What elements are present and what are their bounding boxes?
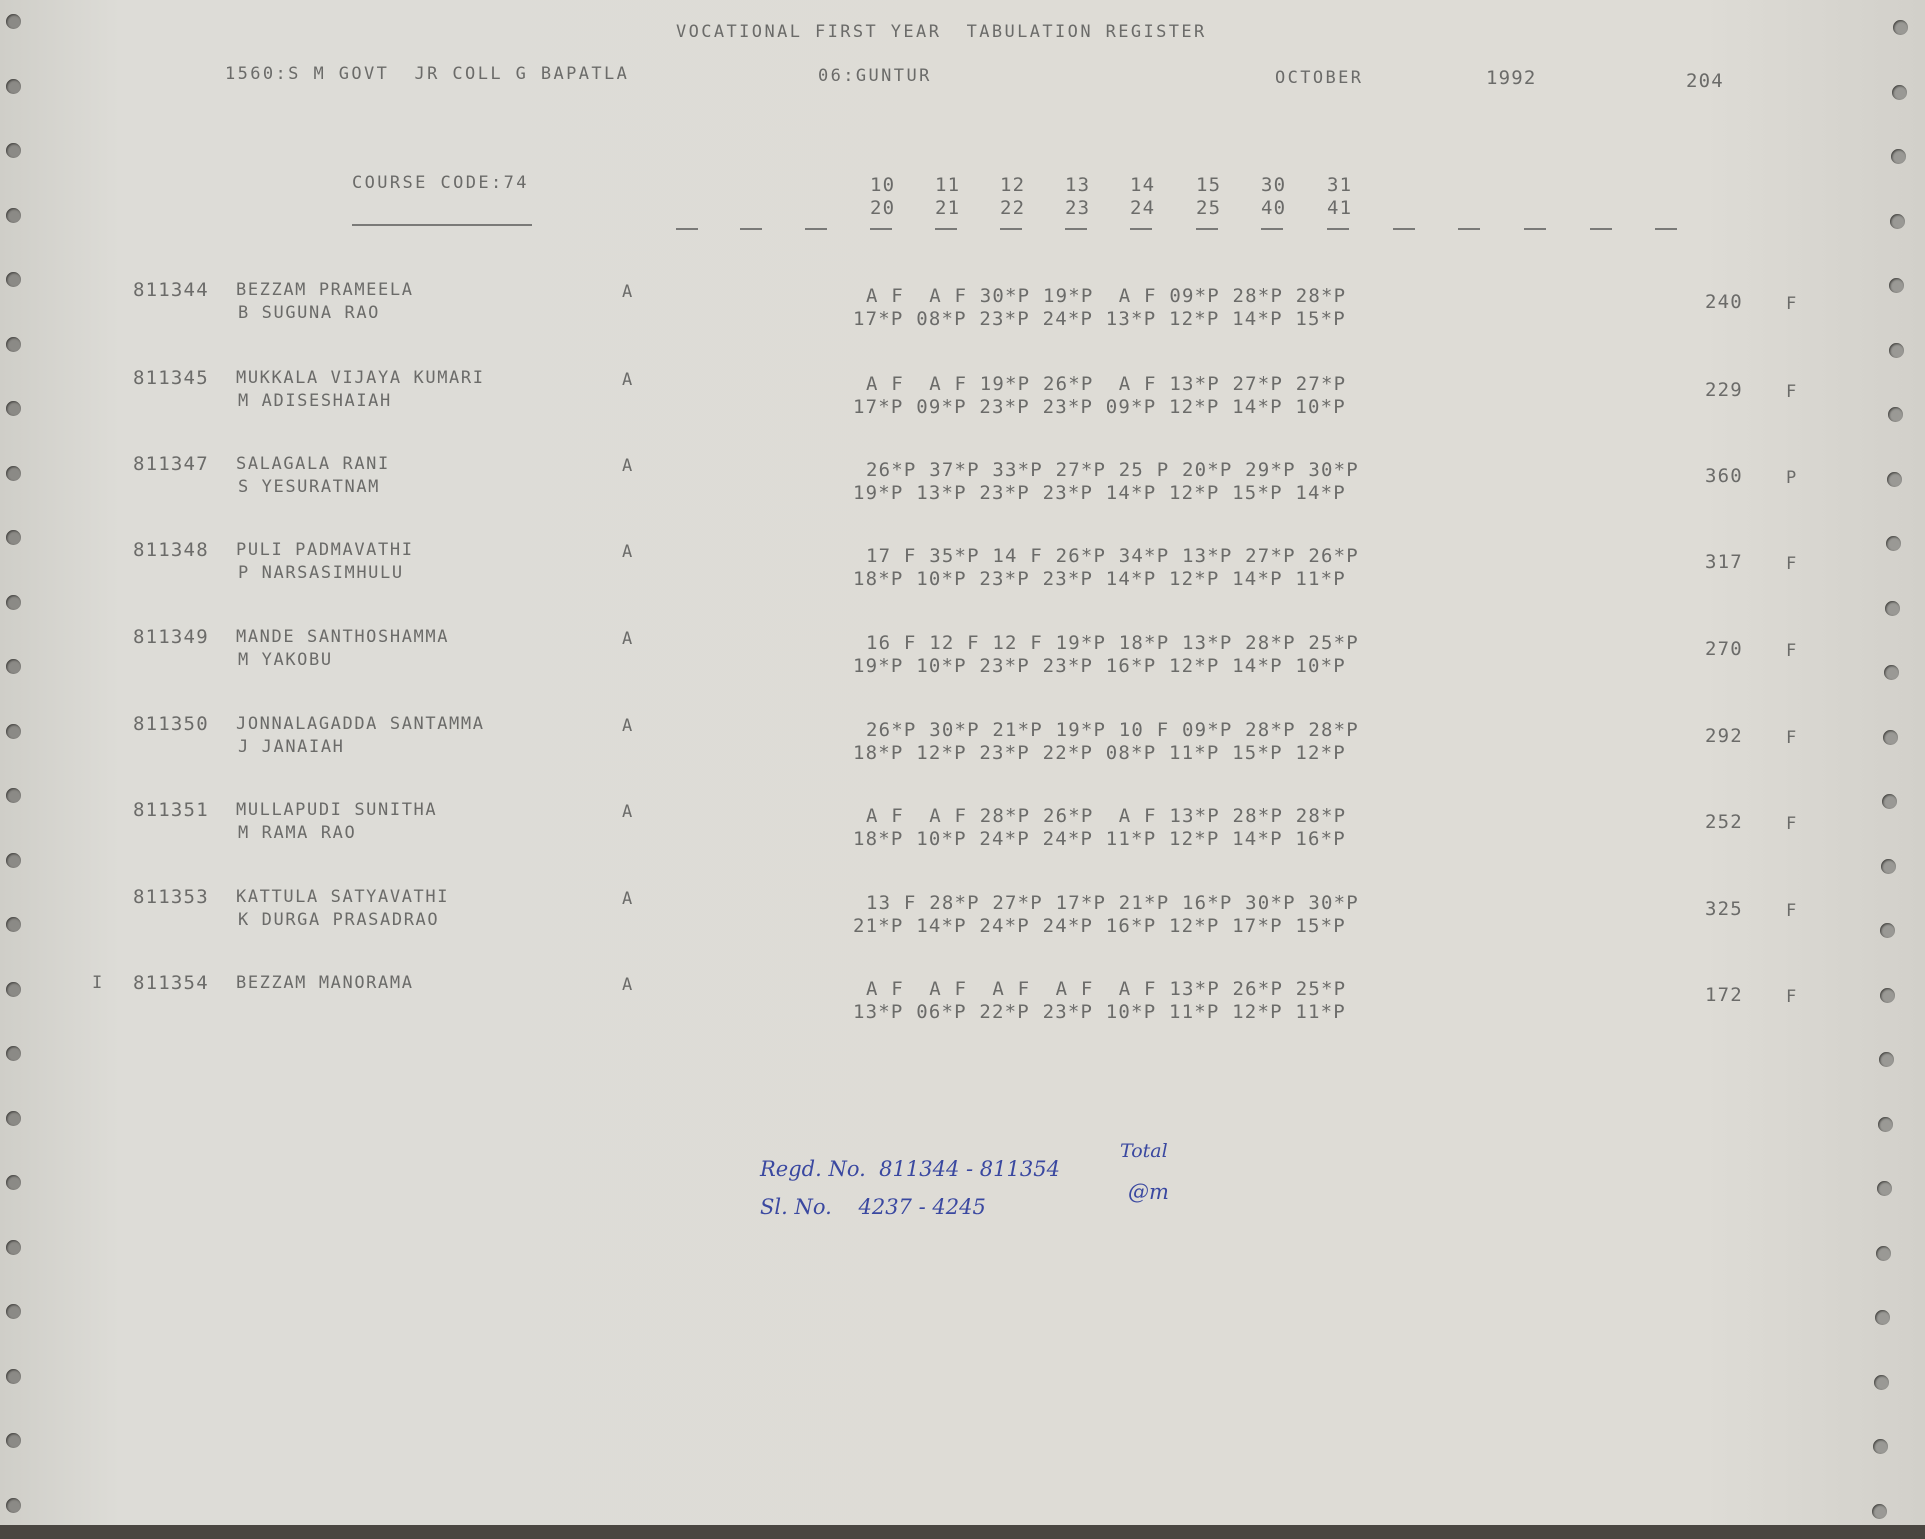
register-number: 811353 xyxy=(133,886,209,908)
result-status: F xyxy=(1786,294,1798,314)
feed-hole-right xyxy=(1890,214,1905,229)
column-divider xyxy=(676,228,698,230)
marks-line-2: 17*P 08*P 23*P 24*P 13*P 12*P 14*P 15*P xyxy=(853,308,1346,330)
marks-line-1: 17 F 35*P 14 F 26*P 34*P 13*P 27*P 26*P xyxy=(866,545,1359,567)
feed-hole-right xyxy=(1876,1246,1891,1261)
handwritten-initials: @m xyxy=(1128,1180,1169,1204)
result-status: P xyxy=(1786,468,1798,488)
feed-hole-left xyxy=(6,466,21,481)
feed-hole-right xyxy=(1873,1439,1888,1454)
total-marks: 325 xyxy=(1705,898,1743,920)
subject-code-top: 30 xyxy=(1261,174,1287,196)
feed-hole-left xyxy=(6,1369,21,1384)
marks-line-1: A F A F 28*P 26*P A F 13*P 28*P 28*P xyxy=(866,805,1347,827)
feed-hole-right xyxy=(1891,149,1906,164)
register-title: VOCATIONAL FIRST YEAR TABULATION REGISTER xyxy=(676,22,1207,42)
marks-line-2: 13*P 06*P 22*P 23*P 10*P 11*P 12*P 11*P xyxy=(853,1001,1346,1023)
subject-code-top: 15 xyxy=(1196,174,1222,196)
column-divider xyxy=(1000,228,1022,230)
subject-code-top: 14 xyxy=(1130,174,1156,196)
page-number: 204 xyxy=(1686,70,1724,92)
column-divider xyxy=(1130,228,1152,230)
feed-hole-left xyxy=(6,143,21,158)
medium-code: A xyxy=(622,282,634,302)
feed-hole-left xyxy=(6,1304,21,1319)
medium-code: A xyxy=(622,629,634,649)
total-marks: 270 xyxy=(1705,638,1743,660)
medium-code: A xyxy=(622,889,634,909)
student-name: BEZZAM MANORAMA xyxy=(236,973,414,993)
father-name: S YESURATNAM xyxy=(238,477,381,497)
subject-code-bottom: 40 xyxy=(1261,197,1287,219)
column-divider xyxy=(805,228,827,230)
feed-hole-left xyxy=(6,853,21,868)
feed-hole-left xyxy=(6,917,21,932)
subject-code-top: 12 xyxy=(1000,174,1026,196)
column-divider xyxy=(1393,228,1415,230)
marks-line-2: 21*P 14*P 24*P 24*P 16*P 12*P 17*P 15*P xyxy=(853,915,1346,937)
medium-code: A xyxy=(622,542,634,562)
column-divider xyxy=(1327,228,1349,230)
subject-code-bottom: 24 xyxy=(1130,197,1156,219)
column-divider xyxy=(1261,228,1283,230)
total-marks: 317 xyxy=(1705,551,1743,573)
subject-code-top: 10 xyxy=(870,174,896,196)
feed-hole-right xyxy=(1892,85,1907,100)
result-status: F xyxy=(1786,901,1798,921)
feed-hole-left xyxy=(6,1240,21,1255)
father-name: M RAMA RAO xyxy=(238,823,357,843)
feed-hole-left xyxy=(6,1175,21,1190)
handwritten-regd-range: Regd. No. 811344 - 811354 xyxy=(760,1157,1060,1181)
feed-hole-right xyxy=(1893,20,1908,35)
marks-line-1: 13 F 28*P 27*P 17*P 21*P 16*P 30*P 30*P xyxy=(866,892,1359,914)
feed-hole-right xyxy=(1889,343,1904,358)
register-number: 811345 xyxy=(133,367,209,389)
column-divider xyxy=(1065,228,1087,230)
register-number: 811349 xyxy=(133,626,209,648)
register-number: 811344 xyxy=(133,279,209,301)
subject-code-bottom: 41 xyxy=(1327,197,1353,219)
feed-hole-right xyxy=(1881,859,1896,874)
feed-hole-left xyxy=(6,724,21,739)
feed-hole-left xyxy=(6,659,21,674)
feed-hole-right xyxy=(1875,1310,1890,1325)
result-status: F xyxy=(1786,728,1798,748)
feed-hole-right xyxy=(1872,1504,1887,1519)
marks-line-1: 16 F 12 F 12 F 19*P 18*P 13*P 28*P 25*P xyxy=(866,632,1359,654)
feed-hole-left xyxy=(6,982,21,997)
student-name: KATTULA SATYAVATHI xyxy=(236,887,450,907)
marks-line-2: 17*P 09*P 23*P 23*P 09*P 12*P 14*P 10*P xyxy=(853,396,1346,418)
marks-line-2: 19*P 13*P 23*P 23*P 14*P 12*P 15*P 14*P xyxy=(853,482,1346,504)
feed-hole-right xyxy=(1874,1375,1889,1390)
feed-hole-left xyxy=(6,401,21,416)
feed-hole-left xyxy=(6,208,21,223)
total-marks: 252 xyxy=(1705,811,1743,833)
course-code: COURSE CODE:74 xyxy=(352,173,529,193)
marks-line-2: 18*P 10*P 23*P 23*P 14*P 12*P 14*P 11*P xyxy=(853,568,1346,590)
medium-code: A xyxy=(622,802,634,822)
result-status: F xyxy=(1786,641,1798,661)
father-name: J JANAIAH xyxy=(238,737,345,757)
feed-hole-left xyxy=(6,337,21,352)
total-marks: 240 xyxy=(1705,291,1743,313)
feed-hole-right xyxy=(1878,1117,1893,1132)
result-status: F xyxy=(1786,554,1798,574)
subject-code-bottom: 21 xyxy=(935,197,961,219)
feed-hole-right xyxy=(1877,1181,1892,1196)
feed-hole-left xyxy=(6,272,21,287)
feed-hole-right xyxy=(1889,278,1904,293)
student-name: PULI PADMAVATHI xyxy=(236,540,414,560)
feed-hole-left xyxy=(6,788,21,803)
father-name: K DURGA PRASADRAO xyxy=(238,910,440,930)
total-marks: 172 xyxy=(1705,984,1743,1006)
feed-hole-right xyxy=(1885,601,1900,616)
handwritten-serial-range: Sl. No. 4237 - 4245 xyxy=(760,1195,986,1219)
subject-code-top: 31 xyxy=(1327,174,1353,196)
marks-line-2: 18*P 10*P 24*P 24*P 11*P 12*P 14*P 16*P xyxy=(853,828,1346,850)
student-name: MANDE SANTHOSHAMMA xyxy=(236,627,450,647)
feed-hole-left xyxy=(6,14,21,29)
feed-hole-right xyxy=(1880,923,1895,938)
medium-code: A xyxy=(622,716,634,736)
feed-hole-right xyxy=(1880,988,1895,1003)
subject-code-bottom: 20 xyxy=(870,197,896,219)
exam-year: 1992 xyxy=(1486,67,1537,89)
course-code-underline xyxy=(352,224,532,226)
feed-hole-right xyxy=(1882,794,1897,809)
feed-hole-right xyxy=(1884,665,1899,680)
column-divider xyxy=(1524,228,1546,230)
register-number: 811351 xyxy=(133,799,209,821)
father-name: M ADISESHAIAH xyxy=(238,391,392,411)
subject-code-bottom: 22 xyxy=(1000,197,1026,219)
total-marks: 292 xyxy=(1705,725,1743,747)
handwritten-total-note: Total xyxy=(1120,1140,1168,1162)
father-name: P NARSASIMHULU xyxy=(238,563,404,583)
exam-month: OCTOBER xyxy=(1275,68,1364,88)
register-number: 811347 xyxy=(133,453,209,475)
total-marks: 360 xyxy=(1705,465,1743,487)
student-name: MULLAPUDI SUNITHA xyxy=(236,800,438,820)
feed-hole-left xyxy=(6,1498,21,1513)
marks-line-1: A F A F 30*P 19*P A F 09*P 28*P 28*P xyxy=(866,285,1347,307)
feed-hole-left xyxy=(6,530,21,545)
feed-hole-right xyxy=(1886,536,1901,551)
feed-hole-right xyxy=(1887,472,1902,487)
feed-hole-left xyxy=(6,595,21,610)
subject-code-top: 13 xyxy=(1065,174,1091,196)
feed-hole-right xyxy=(1888,407,1903,422)
father-name: M YAKOBU xyxy=(238,650,333,670)
father-name: B SUGUNA RAO xyxy=(238,303,381,323)
marks-line-1: A F A F A F A F A F 13*P 26*P 25*P xyxy=(866,978,1347,1000)
column-divider xyxy=(740,228,762,230)
feed-hole-left xyxy=(6,1433,21,1448)
feed-hole-right xyxy=(1883,730,1898,745)
total-marks: 229 xyxy=(1705,379,1743,401)
result-status: F xyxy=(1786,382,1798,402)
marks-line-1: 26*P 37*P 33*P 27*P 25 P 20*P 29*P 30*P xyxy=(866,459,1359,481)
column-divider xyxy=(935,228,957,230)
column-divider xyxy=(1655,228,1677,230)
register-number: 811354 xyxy=(133,972,209,994)
column-divider xyxy=(1196,228,1218,230)
sheet-bottom-edge xyxy=(0,1525,1925,1539)
register-number: 811350 xyxy=(133,713,209,735)
feed-hole-left xyxy=(6,1046,21,1061)
register-number: 811348 xyxy=(133,539,209,561)
column-divider xyxy=(1458,228,1480,230)
feed-hole-right xyxy=(1879,1052,1894,1067)
column-divider xyxy=(870,228,892,230)
medium-code: A xyxy=(622,456,634,476)
row-marker: I xyxy=(92,973,104,993)
marks-line-1: 26*P 30*P 21*P 19*P 10 F 09*P 28*P 28*P xyxy=(866,719,1359,741)
marks-line-2: 19*P 10*P 23*P 23*P 16*P 12*P 14*P 10*P xyxy=(853,655,1346,677)
subject-code-bottom: 25 xyxy=(1196,197,1222,219)
college-name: 1560:S M GOVT JR COLL G BAPATLA xyxy=(225,64,630,84)
marks-line-2: 18*P 12*P 23*P 22*P 08*P 11*P 15*P 12*P xyxy=(853,742,1346,764)
student-name: SALAGALA RANI xyxy=(236,454,390,474)
marks-line-1: A F A F 19*P 26*P A F 13*P 27*P 27*P xyxy=(866,373,1347,395)
district-code: 06:GUNTUR xyxy=(818,66,932,86)
feed-hole-left xyxy=(6,1111,21,1126)
subject-code-bottom: 23 xyxy=(1065,197,1091,219)
result-status: F xyxy=(1786,987,1798,1007)
student-name: BEZZAM PRAMEELA xyxy=(236,280,414,300)
student-name: MUKKALA VIJAYA KUMARI xyxy=(236,368,485,388)
column-divider xyxy=(1590,228,1612,230)
subject-code-top: 11 xyxy=(935,174,961,196)
result-status: F xyxy=(1786,814,1798,834)
medium-code: A xyxy=(622,370,634,390)
medium-code: A xyxy=(622,975,634,995)
student-name: JONNALAGADDA SANTAMMA xyxy=(236,714,485,734)
feed-hole-left xyxy=(6,79,21,94)
